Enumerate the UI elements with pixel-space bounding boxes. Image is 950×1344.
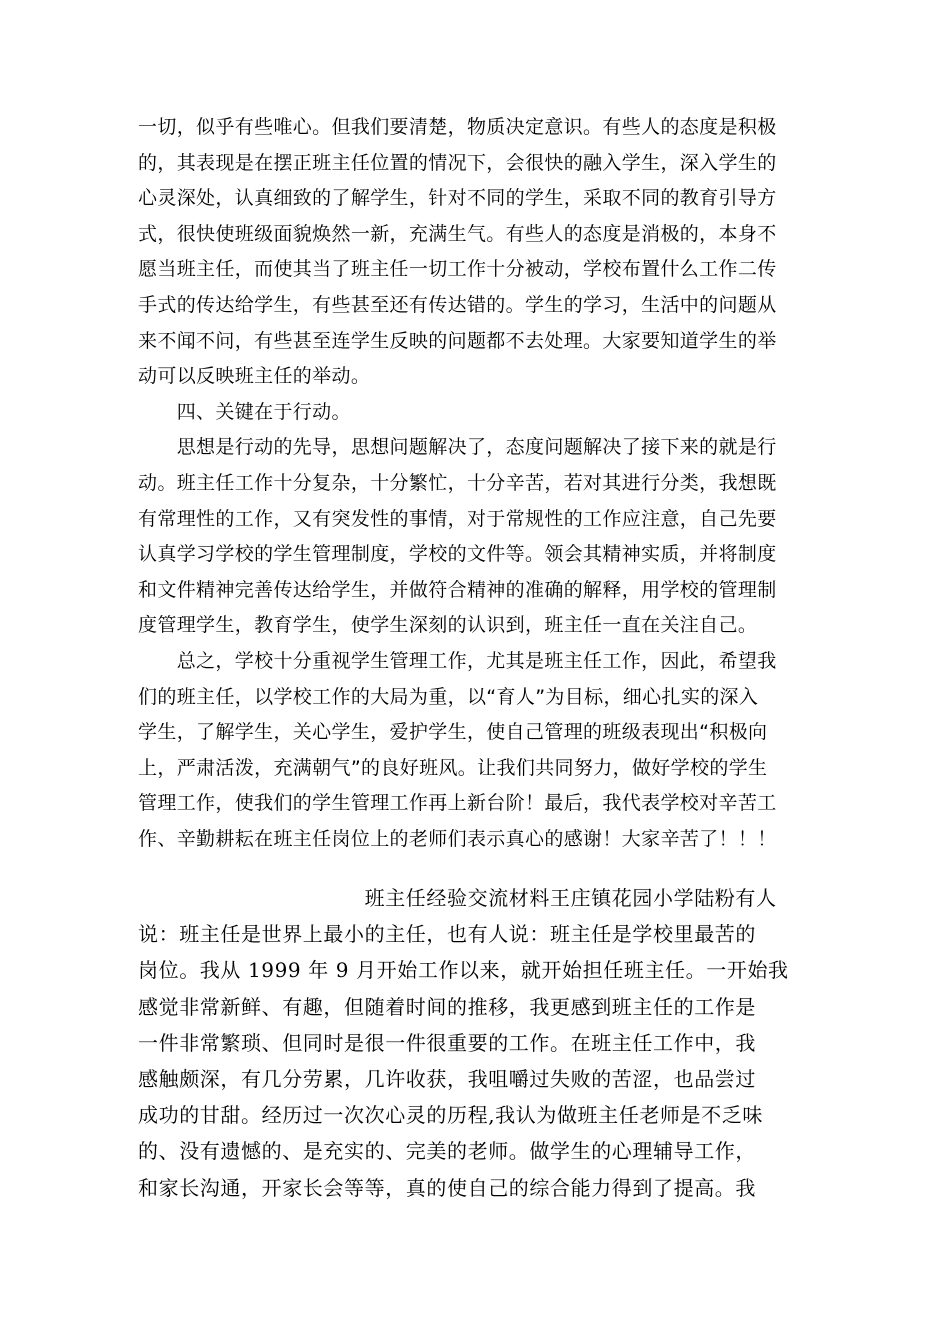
text-line: 认真学习学校的学生管理制度，学校的文件等。领会其精神实质，并将制度 xyxy=(138,543,777,566)
text-line: 一件非常繁琐、但同时是很一件很重要的工作。在班主任工作中，我 xyxy=(138,1030,756,1055)
text-line: 作、辛勤耕耘在班主任岗位上的老师们表示真心的感谢！大家辛苦了！！！ xyxy=(138,827,777,850)
article-title-line: 班主任经验交流材料王庄镇花园小学陆粉有人 xyxy=(138,886,777,910)
text-line: 动。班主任工作十分复杂，十分繁忙，十分辛苦，若对其进行分类，我想既 xyxy=(138,471,777,494)
text-line: 来不闻不问，有些甚至连学生反映的问题都不去处理。大家要知道学生的举 xyxy=(138,329,777,352)
text-line: 动可以反映班主任的举动。 xyxy=(138,365,371,388)
text-line: 有常理性的工作，又有突发性的事情，对于常规性的工作应注意，自己先要 xyxy=(138,507,777,530)
text-line: 上，严肃活泼，充满朝气”的良好班风。让我们共同努力，做好学校的学生 xyxy=(138,756,768,779)
text-line: 和文件精神完善传达给学生，并做符合精神的准确的解释，用学校的管理制 xyxy=(138,578,777,601)
text-line: 管理工作，使我们的学生管理工作再上新台阶！最后，我代表学校对辛苦工 xyxy=(138,792,777,815)
text-line: 思想是行动的先导，思想问题解决了，态度问题解决了接下来的就是行 xyxy=(138,436,777,459)
text-line: 度管理学生，教育学生，使学生深刻的认识到，班主任一直在关注自己。 xyxy=(138,614,758,637)
text-line: 岗位。我从 1999 年 9 月开始工作以来，就开始担任班主任。一开始我 xyxy=(138,958,789,983)
text-line: 式，很快使班级面貌焕然一新，充满生气。有些人的态度是消极的，本身不 xyxy=(138,222,777,245)
text-line: 总之，学校十分重视学生管理工作，尤其是班主任工作，因此，希望我 xyxy=(138,649,777,672)
text-line: 学生，了解学生，关心学生，爱护学生，使自己管理的班级表现出“积极向 xyxy=(138,721,768,744)
text-line: 的，其表现是在摆正班主任位置的情况下，会很快的融入学生，深入学生的 xyxy=(138,151,777,174)
body-text-section-one xyxy=(138,110,828,857)
section-heading: 四、关键在于行动。 xyxy=(138,400,351,423)
text-line: 心灵深处，认真细致的了解学生，针对不同的学生，采取不同的教育引导方 xyxy=(138,187,777,210)
text-line: 愿当班主任，而使其当了班主任一切工作十分被动，学校布置什么工作二传 xyxy=(138,258,777,281)
text-line: 手式的传达给学生，有些甚至还有传达错的。学生的学习，生活中的问题从 xyxy=(138,293,777,316)
text-line: 的、没有遗憾的、是充实的、完美的老师。做学生的心理辅导工作， xyxy=(138,1139,756,1164)
text-line: 成功的甘甜。经历过一次次心灵的历程,我认为做班主任老师是不乏味 xyxy=(138,1103,763,1128)
text-line: 们的班主任，以学校工作的大局为重，以“育人”为目标，细心扎实的深入 xyxy=(138,685,759,708)
body-text-section-two xyxy=(138,880,828,1206)
text-line: 一切，似乎有些唯心。但我们要清楚，物质决定意识。有些人的态度是积极 xyxy=(138,116,777,138)
text-line: 说：班主任是世界上最小的主任，也有人说：班主任是学校里最苦的 xyxy=(138,922,756,947)
text-line: 和家长沟通，开家长会等等，真的使自己的综合能力得到了提高。我 xyxy=(138,1175,756,1200)
text-line: 感触颇深，有几分劳累，几许收获，我咀嚼过失败的苦涩，也品尝过 xyxy=(138,1067,756,1092)
text-line: 感觉非常新鲜、有趣，但随着时间的推移，我更感到班主任的工作是 xyxy=(138,994,756,1019)
